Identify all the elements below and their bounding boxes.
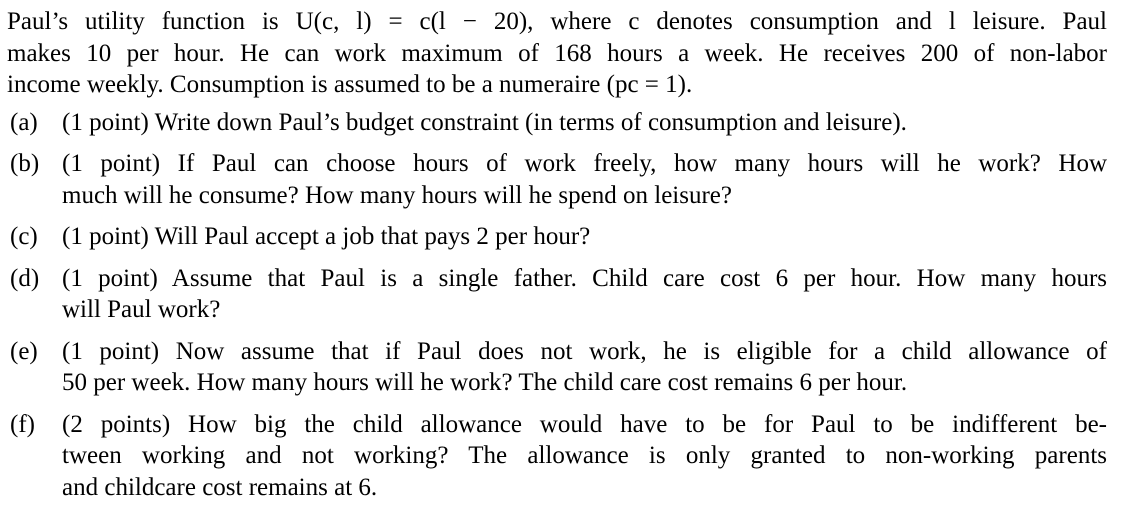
question-text: (2 points) How big the child allowance would have to be for Paul to be indifferent be-: [62, 410, 1107, 438]
question-text: 50 per week. How many hours will he work? The child care cost remains 6 per hour.: [62, 369, 908, 396]
intro-line-3: income weekly. Consumption is assumed to be a numeraire (pc = 1).: [7, 71, 693, 98]
problem-intro: [7, 6, 1107, 101]
question-a: [7, 107, 1107, 139]
question-c: [7, 221, 1107, 253]
question-text: (1 point) Now assume that if Paul does not work, he is eligible for a child allowance of: [62, 337, 1107, 365]
problem-page: [7, 0, 1107, 513]
question-text: tween working and not working? The allowance is only granted to non-working parents: [62, 442, 1107, 469]
question-label: (b): [10, 150, 40, 177]
intro-line-1: Paul’s utility function is U(c, l) = c(l − 20), where c denotes consumption and l leisure. Paul: [7, 8, 1107, 35]
question-label: (d): [10, 264, 40, 292]
intro-line-2: makes 10 per hour. He can work maximum of 168 hours a week. He receives 200 of non-labor: [7, 39, 1107, 67]
question-list: [7, 107, 1107, 504]
question-text: much will he consume? How many hours will he spend on leisure?: [62, 181, 732, 209]
question-label: (c): [10, 223, 38, 250]
question-label: (e): [10, 337, 38, 365]
question-label: (a): [10, 108, 38, 136]
question-text: (1 point) Write down Paul’s budget constraint (in terms of consumption and leisure).: [62, 108, 907, 136]
question-e: [7, 336, 1107, 399]
question-text: (1 point) If Paul can choose hours of work freely, how many hours will he work? How: [62, 150, 1107, 177]
question-label: (f): [10, 410, 35, 438]
question-text: and childcare cost remains at 6.: [62, 473, 378, 501]
question-text: (1 point) Will Paul accept a job that pays 2 per hour?: [62, 223, 591, 250]
question-d: [7, 263, 1107, 326]
question-f: [7, 409, 1107, 504]
question-b: [7, 148, 1107, 211]
question-text: will Paul work?: [62, 296, 221, 323]
question-text: (1 point) Assume that Paul is a single father. Child care cost 6 per hour. How many hours: [62, 264, 1107, 292]
